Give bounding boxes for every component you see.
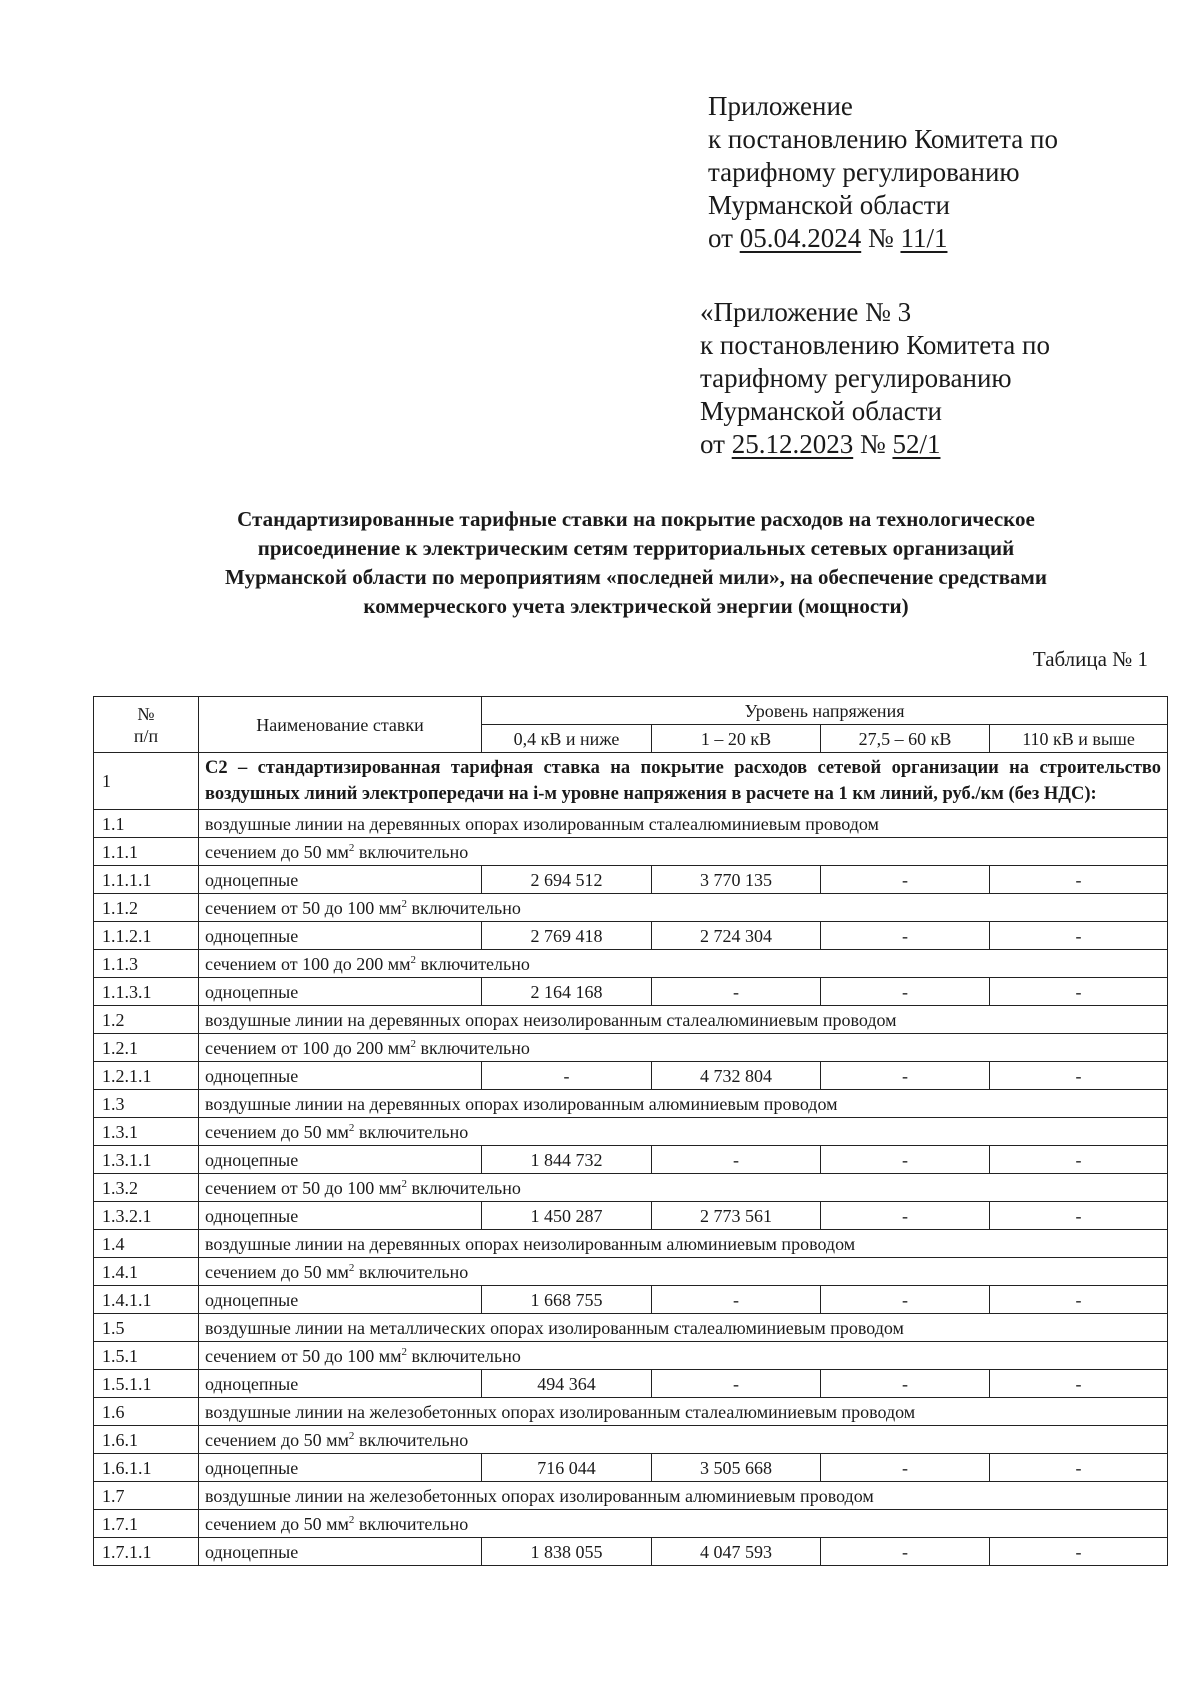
cross-section-text: сечением от 50 до 100 мм xyxy=(205,897,402,918)
appendix-header-date-line xyxy=(708,222,1058,255)
row-name: одноцепные xyxy=(199,1454,482,1482)
rate-value: 3 770 135 xyxy=(652,866,821,894)
appendix-header-line: тарифному регулированию xyxy=(708,157,1020,187)
row-number: 1.4.1 xyxy=(94,1258,199,1286)
cross-section-suffix: включительно xyxy=(354,1261,469,1282)
rate-value: - xyxy=(821,922,990,950)
table-row xyxy=(94,1426,1168,1454)
document-title xyxy=(96,505,1176,621)
unit-superscript: 2 xyxy=(348,841,355,854)
unit-superscript: 2 xyxy=(348,1513,355,1526)
rate-value: - xyxy=(821,1062,990,1090)
table-row xyxy=(94,1538,1168,1566)
section-description: С2 – стандартизированная тарифная ставка на покрытие расходов сетевой организации на строительство воздушных линий электропередачи на i-м уровне напряжения в расчете на 1 км линий, руб./км (без НДС): xyxy=(199,753,1168,810)
row-name: одноцепные xyxy=(199,1202,482,1230)
column-header-level: 1 – 20 кВ xyxy=(652,725,821,753)
row-number: 1.6.1 xyxy=(94,1426,199,1454)
row-number: 1.1.2 xyxy=(94,894,199,922)
row-number: 1.1.3.1 xyxy=(94,978,199,1006)
rate-value: 2 769 418 xyxy=(482,922,652,950)
rate-value: 1 838 055 xyxy=(482,1538,652,1566)
row-number: 1.2 xyxy=(94,1006,199,1034)
rate-value: 4 047 593 xyxy=(652,1538,821,1566)
rate-value: 2 694 512 xyxy=(482,866,652,894)
cross-section-suffix: включительно xyxy=(416,953,530,974)
table-row xyxy=(94,1370,1168,1398)
column-header-level: 0,4 кВ и ниже xyxy=(482,725,652,753)
table-row xyxy=(94,1342,1168,1370)
table-row xyxy=(94,922,1168,950)
rate-value: - xyxy=(990,1202,1168,1230)
row-name xyxy=(199,1426,1168,1454)
rate-value: - xyxy=(990,1146,1168,1174)
row-name xyxy=(199,1034,1168,1062)
title-line: Мурманской области по мероприятиям «последней мили», на обеспечение средствами xyxy=(225,565,1047,589)
row-name xyxy=(199,894,1168,922)
appendix-header-line: Мурманской области xyxy=(700,396,942,426)
table-row xyxy=(94,1174,1168,1202)
row-name xyxy=(199,1510,1168,1538)
table-row xyxy=(94,1062,1168,1090)
appendix-header xyxy=(708,90,1058,255)
appendix-header-line: тарифному регулированию xyxy=(700,363,1012,393)
cross-section-text: сечением до 50 мм xyxy=(205,841,349,862)
cross-section-text: сечением от 50 до 100 мм xyxy=(205,1345,402,1366)
rate-value: - xyxy=(652,1286,821,1314)
table-row xyxy=(94,1034,1168,1062)
row-name: воздушные линии на деревянных опорах неизолированным алюминиевым проводом xyxy=(199,1230,1168,1258)
column-header-name: Наименование ставки xyxy=(199,697,482,753)
rate-value: - xyxy=(990,978,1168,1006)
unit-superscript: 2 xyxy=(401,897,408,910)
row-name: воздушные линии на металлических опорах изолированным сталеалюминиевым проводом xyxy=(199,1314,1168,1342)
cross-section-suffix: включительно xyxy=(354,1429,469,1450)
row-number: 1.7.1.1 xyxy=(94,1538,199,1566)
cross-section-suffix: включительно xyxy=(407,1345,521,1366)
rate-value: - xyxy=(990,866,1168,894)
rate-value: - xyxy=(821,1454,990,1482)
row-number: 1.1.1 xyxy=(94,838,199,866)
date-prefix: от xyxy=(700,429,732,459)
unit-superscript: 2 xyxy=(401,1345,408,1358)
title-line: Стандартизированные тарифные ставки на покрытие расходов на технологическое xyxy=(237,507,1035,531)
row-name: одноцепные xyxy=(199,866,482,894)
appendix-header-line: Приложение xyxy=(708,91,853,121)
resolution-number: 11/1 xyxy=(900,223,948,253)
rate-value: 4 732 804 xyxy=(652,1062,821,1090)
cross-section-text: сечением до 50 мм xyxy=(205,1261,349,1282)
cross-section-text: сечением до 50 мм xyxy=(205,1513,349,1534)
rate-value: - xyxy=(990,1286,1168,1314)
row-name: воздушные линии на деревянных опорах изолированным сталеалюминиевым проводом xyxy=(199,810,1168,838)
number-sign: № xyxy=(861,223,901,253)
row-number: 1.6 xyxy=(94,1398,199,1426)
unit-superscript: 2 xyxy=(410,1037,417,1050)
rate-value: - xyxy=(990,1538,1168,1566)
rate-value: - xyxy=(821,1286,990,1314)
number-sign: № xyxy=(853,429,893,459)
row-number: 1.3.2.1 xyxy=(94,1202,199,1230)
cross-section-text: сечением от 100 до 200 мм xyxy=(205,1037,411,1058)
row-name: одноцепные xyxy=(199,1370,482,1398)
column-header-voltage: Уровень напряжения xyxy=(482,697,1168,725)
cross-section-suffix: включительно xyxy=(354,1513,469,1534)
rate-value: - xyxy=(990,922,1168,950)
original-appendix-header xyxy=(700,296,1050,461)
row-name: одноцепные xyxy=(199,1062,482,1090)
rate-value: 2 773 561 xyxy=(652,1202,821,1230)
table-row xyxy=(94,810,1168,838)
row-name xyxy=(199,838,1168,866)
table-row xyxy=(94,1314,1168,1342)
table-body xyxy=(94,753,1168,1566)
unit-superscript: 2 xyxy=(348,1429,355,1442)
table-row xyxy=(94,1118,1168,1146)
table-row xyxy=(94,1006,1168,1034)
row-number: 1.1.1.1 xyxy=(94,866,199,894)
resolution-date: 25.12.2023 xyxy=(731,429,854,459)
row-number: 1.1.2.1 xyxy=(94,922,199,950)
rate-value: - xyxy=(821,1146,990,1174)
table-row xyxy=(94,1146,1168,1174)
rate-value: - xyxy=(821,1370,990,1398)
row-number: 1.3.1.1 xyxy=(94,1146,199,1174)
title-line: присоединение к электрическим сетям территориальных сетевых организаций xyxy=(257,536,1015,560)
row-name xyxy=(199,1342,1168,1370)
row-number: 1.4 xyxy=(94,1230,199,1258)
column-header-number: № п/п xyxy=(94,697,199,753)
row-number: 1.5.1.1 xyxy=(94,1370,199,1398)
row-number: 1.4.1.1 xyxy=(94,1286,199,1314)
unit-superscript: 2 xyxy=(348,1121,355,1134)
rate-value: - xyxy=(990,1062,1168,1090)
table-row xyxy=(94,1482,1168,1510)
rate-value: - xyxy=(990,1370,1168,1398)
row-name xyxy=(199,1258,1168,1286)
table-row xyxy=(94,894,1168,922)
rate-value: - xyxy=(652,1146,821,1174)
row-number: 1.3 xyxy=(94,1090,199,1118)
rate-value: 1 844 732 xyxy=(482,1146,652,1174)
table-row xyxy=(94,978,1168,1006)
appendix-header-line: к постановлению Комитета по xyxy=(708,124,1058,154)
table-row xyxy=(94,838,1168,866)
table-row xyxy=(94,1398,1168,1426)
rate-value: - xyxy=(652,978,821,1006)
rate-value: - xyxy=(821,866,990,894)
row-name: одноцепные xyxy=(199,978,482,1006)
rate-value: 3 505 668 xyxy=(652,1454,821,1482)
cross-section-suffix: включительно xyxy=(416,1037,530,1058)
row-name: одноцепные xyxy=(199,1538,482,1566)
row-number: 1.2.1.1 xyxy=(94,1062,199,1090)
appendix-header-line: «Приложение № 3 xyxy=(700,297,912,327)
unit-superscript: 2 xyxy=(348,1261,355,1274)
row-name xyxy=(199,1174,1168,1202)
row-number: 1.1.3 xyxy=(94,950,199,978)
table-header-row xyxy=(94,697,1168,725)
unit-superscript: 2 xyxy=(401,1177,408,1190)
row-name: одноцепные xyxy=(199,1286,482,1314)
row-number: 1.2.1 xyxy=(94,1034,199,1062)
table-row xyxy=(94,866,1168,894)
cross-section-suffix: включительно xyxy=(407,1177,521,1198)
row-number: 1.7.1 xyxy=(94,1510,199,1538)
cross-section-suffix: включительно xyxy=(354,841,469,862)
rate-value: 716 044 xyxy=(482,1454,652,1482)
table-number: Таблица № 1 xyxy=(1032,647,1148,671)
row-name: воздушные линии на деревянных опорах неизолированным сталеалюминиевым проводом xyxy=(199,1006,1168,1034)
row-number: 1.3.1 xyxy=(94,1118,199,1146)
cross-section-text: сечением от 100 до 200 мм xyxy=(205,953,411,974)
rate-value: 2 724 304 xyxy=(652,922,821,950)
row-name: одноцепные xyxy=(199,922,482,950)
cross-section-text: сечением до 50 мм xyxy=(205,1429,349,1450)
table-row xyxy=(94,1510,1168,1538)
row-name: воздушные линии на железобетонных опорах изолированным сталеалюминиевым проводом xyxy=(199,1398,1168,1426)
row-number: 1.6.1.1 xyxy=(94,1454,199,1482)
table-row xyxy=(94,950,1168,978)
cross-section-text: сечением от 50 до 100 мм xyxy=(205,1177,402,1198)
unit-superscript: 2 xyxy=(410,953,417,966)
rate-value: 2 164 168 xyxy=(482,978,652,1006)
date-prefix: от xyxy=(708,223,740,253)
row-number: 1.3.2 xyxy=(94,1174,199,1202)
row-name xyxy=(199,1118,1168,1146)
rate-value: - xyxy=(821,978,990,1006)
table-row xyxy=(94,1202,1168,1230)
rate-value: - xyxy=(990,1454,1168,1482)
row-name: воздушные линии на железобетонных опорах изолированным алюминиевым проводом xyxy=(199,1482,1168,1510)
rate-value: - xyxy=(482,1062,652,1090)
row-name xyxy=(199,950,1168,978)
table-row xyxy=(94,1286,1168,1314)
row-name: одноцепные xyxy=(199,1146,482,1174)
column-header-level: 110 кВ и выше xyxy=(990,725,1168,753)
resolution-number: 52/1 xyxy=(892,429,941,459)
cross-section-suffix: включительно xyxy=(354,1121,469,1142)
table-row xyxy=(94,1230,1168,1258)
rate-value: 1 450 287 xyxy=(482,1202,652,1230)
section-row xyxy=(94,753,1168,810)
resolution-date: 05.04.2024 xyxy=(739,223,862,253)
row-number: 1.5.1 xyxy=(94,1342,199,1370)
rate-value: 494 364 xyxy=(482,1370,652,1398)
rate-value: 1 668 755 xyxy=(482,1286,652,1314)
tariff-table xyxy=(93,696,1168,1566)
appendix-header-line: к постановлению Комитета по xyxy=(700,330,1050,360)
column-header-level: 27,5 – 60 кВ xyxy=(821,725,990,753)
table-row xyxy=(94,1454,1168,1482)
row-name: воздушные линии на деревянных опорах изолированным алюминиевым проводом xyxy=(199,1090,1168,1118)
appendix-header-date-line xyxy=(700,428,1050,461)
cross-section-suffix: включительно xyxy=(407,897,521,918)
row-number: 1.1 xyxy=(94,810,199,838)
table-row xyxy=(94,1090,1168,1118)
title-line: коммерческого учета электрической энергии (мощности) xyxy=(363,594,909,618)
row-number: 1.5 xyxy=(94,1314,199,1342)
row-number: 1.7 xyxy=(94,1482,199,1510)
section-number: 1 xyxy=(94,753,199,810)
rate-value: - xyxy=(821,1202,990,1230)
table-row xyxy=(94,1258,1168,1286)
cross-section-text: сечением до 50 мм xyxy=(205,1121,349,1142)
rate-value: - xyxy=(821,1538,990,1566)
appendix-header-line: Мурманской области xyxy=(708,190,950,220)
rate-value: - xyxy=(652,1370,821,1398)
